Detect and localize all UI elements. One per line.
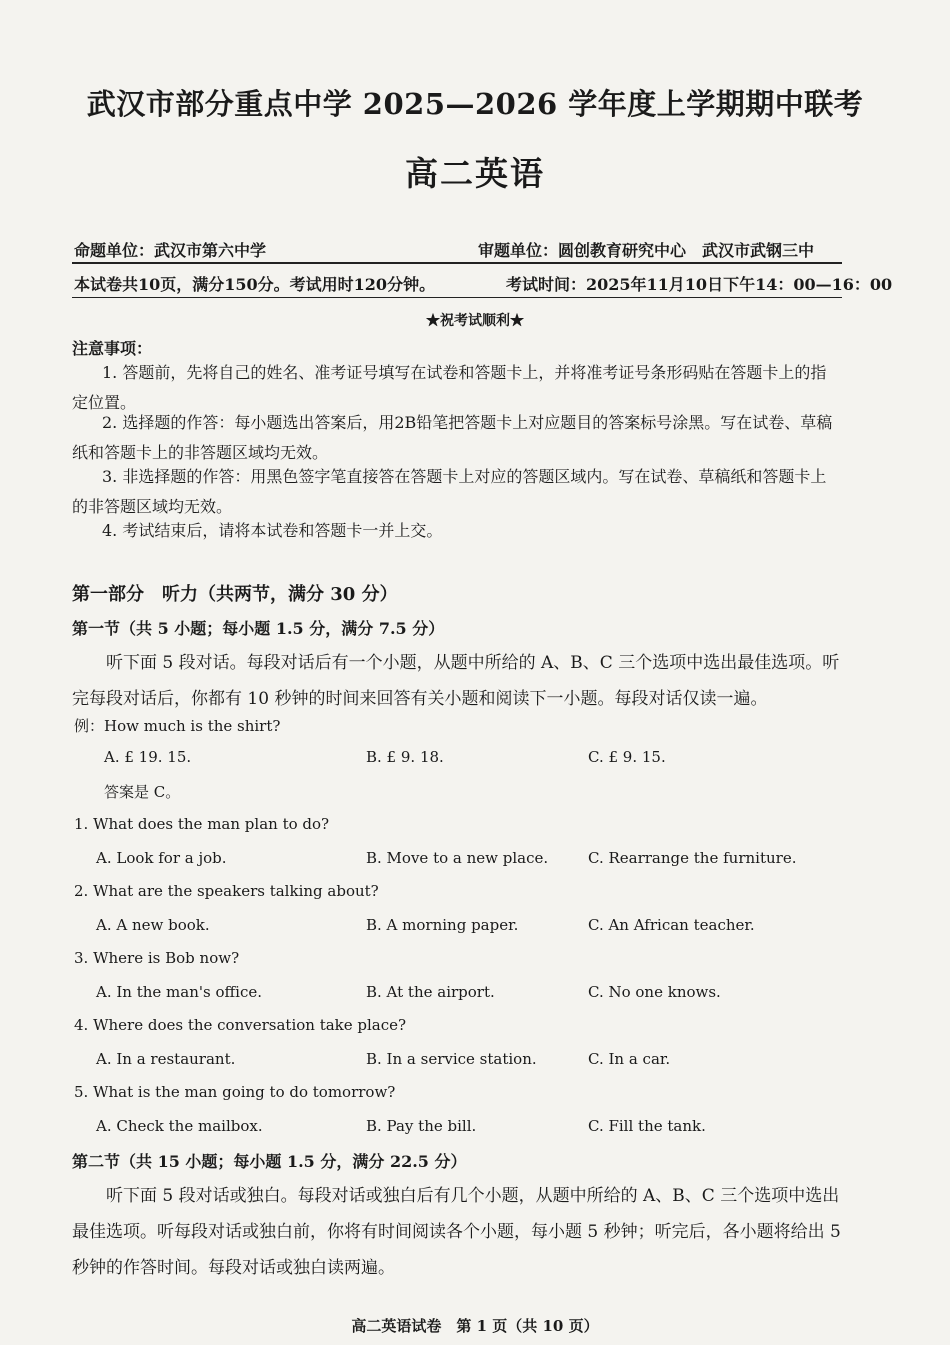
exam-time: 考试时间：2025年11月10日下午14：00—16：00: [506, 275, 893, 294]
example-answer: 答案是 C。: [104, 783, 181, 801]
question-4-option-c: C. In a car.: [588, 1050, 671, 1068]
header-rule: [72, 262, 842, 264]
question-2-option-c: C. An African teacher.: [588, 916, 755, 934]
question-5-option-b: B. Pay the bill.: [366, 1117, 477, 1135]
notes-heading: 注意事项：: [72, 339, 153, 358]
note-item: 3. 非选择题的作答：用黑色签字笔直接答在答题卡上对应的答题区域内。写在试卷、草稿纸和答题卡上的非答题区域均无效。: [72, 467, 827, 516]
note-item: 1. 答题前，先将自己的姓名、准考证号填写在试卷和答题卡上，并将准考证号条形码贴在答题卡上的指定位置。: [72, 363, 827, 412]
section1-instructions: 听下面 5 段对话。每段对话后有一个小题，从题中所给的 A、B、C 三个选项中选出最佳选项。听完每段对话后，你都有 10 秒钟的时间来回答有关小题和阅读下一小题。每段对话仅读一遍。: [72, 653, 840, 709]
note-item: 2. 选择题的作答：每小题选出答案后，用2B铅笔把答题卡上对应题目的答案标号涂黑。写在试卷、草稿纸和答题卡上的非答题区域均无效。: [72, 413, 833, 462]
note-item: 4. 考试结束后，请将本试卷和答题卡一并上交。: [102, 521, 443, 540]
question-4: 4. Where does the conversation take place?: [74, 1016, 407, 1034]
question-4-option-a: A. In a restaurant.: [96, 1050, 236, 1068]
paper-info: 本试卷共10页，满分150分。考试用时120分钟。: [74, 275, 436, 294]
exam-title: 武汉市部分重点中学 2025—2026 学年度上学期期中联考: [86, 87, 864, 121]
question-3-option-a: A. In the man's office.: [96, 983, 263, 1001]
question-2: 2. What are the speakers talking about?: [74, 882, 379, 900]
question-2-option-a: A. A new book.: [96, 916, 210, 934]
part1-heading: 第一部分 听力（共两节，满分 30 分）: [72, 584, 398, 605]
question-5: 5. What is the man going to do tomorrow?: [74, 1083, 396, 1101]
example-option-a: A. £ 19. 15.: [104, 748, 192, 766]
good-luck-banner: ★祝考试顺利★: [426, 313, 524, 329]
question-4-option-b: B. In a service station.: [366, 1050, 537, 1068]
setter-unit: 命题单位：武汉市第六中学: [74, 241, 267, 260]
reviewer-unit: 审题单位：圆创教育研究中心 武汉市武钢三中: [478, 241, 815, 260]
info-rule: [72, 297, 842, 298]
question-3-option-c: C. No one knows.: [588, 983, 721, 1001]
question-1-option-c: C. Rearrange the furniture.: [588, 849, 797, 867]
question-5-option-a: A. Check the mailbox.: [96, 1117, 263, 1135]
example-option-c: C. £ 9. 15.: [588, 748, 666, 766]
question-3: 3. Where is Bob now?: [74, 949, 240, 967]
subject-title: 高二英语: [405, 154, 545, 193]
example-question: 例：How much is the shirt?: [74, 717, 281, 735]
question-1-option-b: B. Move to a new place.: [366, 849, 549, 867]
section2-heading: 第二节（共 15 小题；每小题 1.5 分，满分 22.5 分）: [72, 1152, 467, 1171]
question-5-option-c: C. Fill the tank.: [588, 1117, 706, 1135]
section2-instructions: 听下面 5 段对话或独白。每段对话或独白后有几个小题，从题中所给的 A、B、C 三个选项中选出最佳选项。听每段对话或独白前，你将有时间阅读各个小题，每小题 5 秒钟；听完后，各小题将给出 5 秒钟的作答时间。每段对话或独白读两遍。: [72, 1186, 841, 1278]
example-option-b: B. £ 9. 18.: [366, 748, 444, 766]
page-footer: 高二英语试卷 第 1 页（共 10 页）: [351, 1317, 599, 1335]
question-2-option-b: B. A morning paper.: [366, 916, 519, 934]
question-1: 1. What does the man plan to do?: [74, 815, 330, 833]
question-1-option-a: A. Look for a job.: [96, 849, 227, 867]
section1-heading: 第一节（共 5 小题；每小题 1.5 分，满分 7.5 分）: [72, 619, 445, 638]
question-3-option-b: B. At the airport.: [366, 983, 495, 1001]
